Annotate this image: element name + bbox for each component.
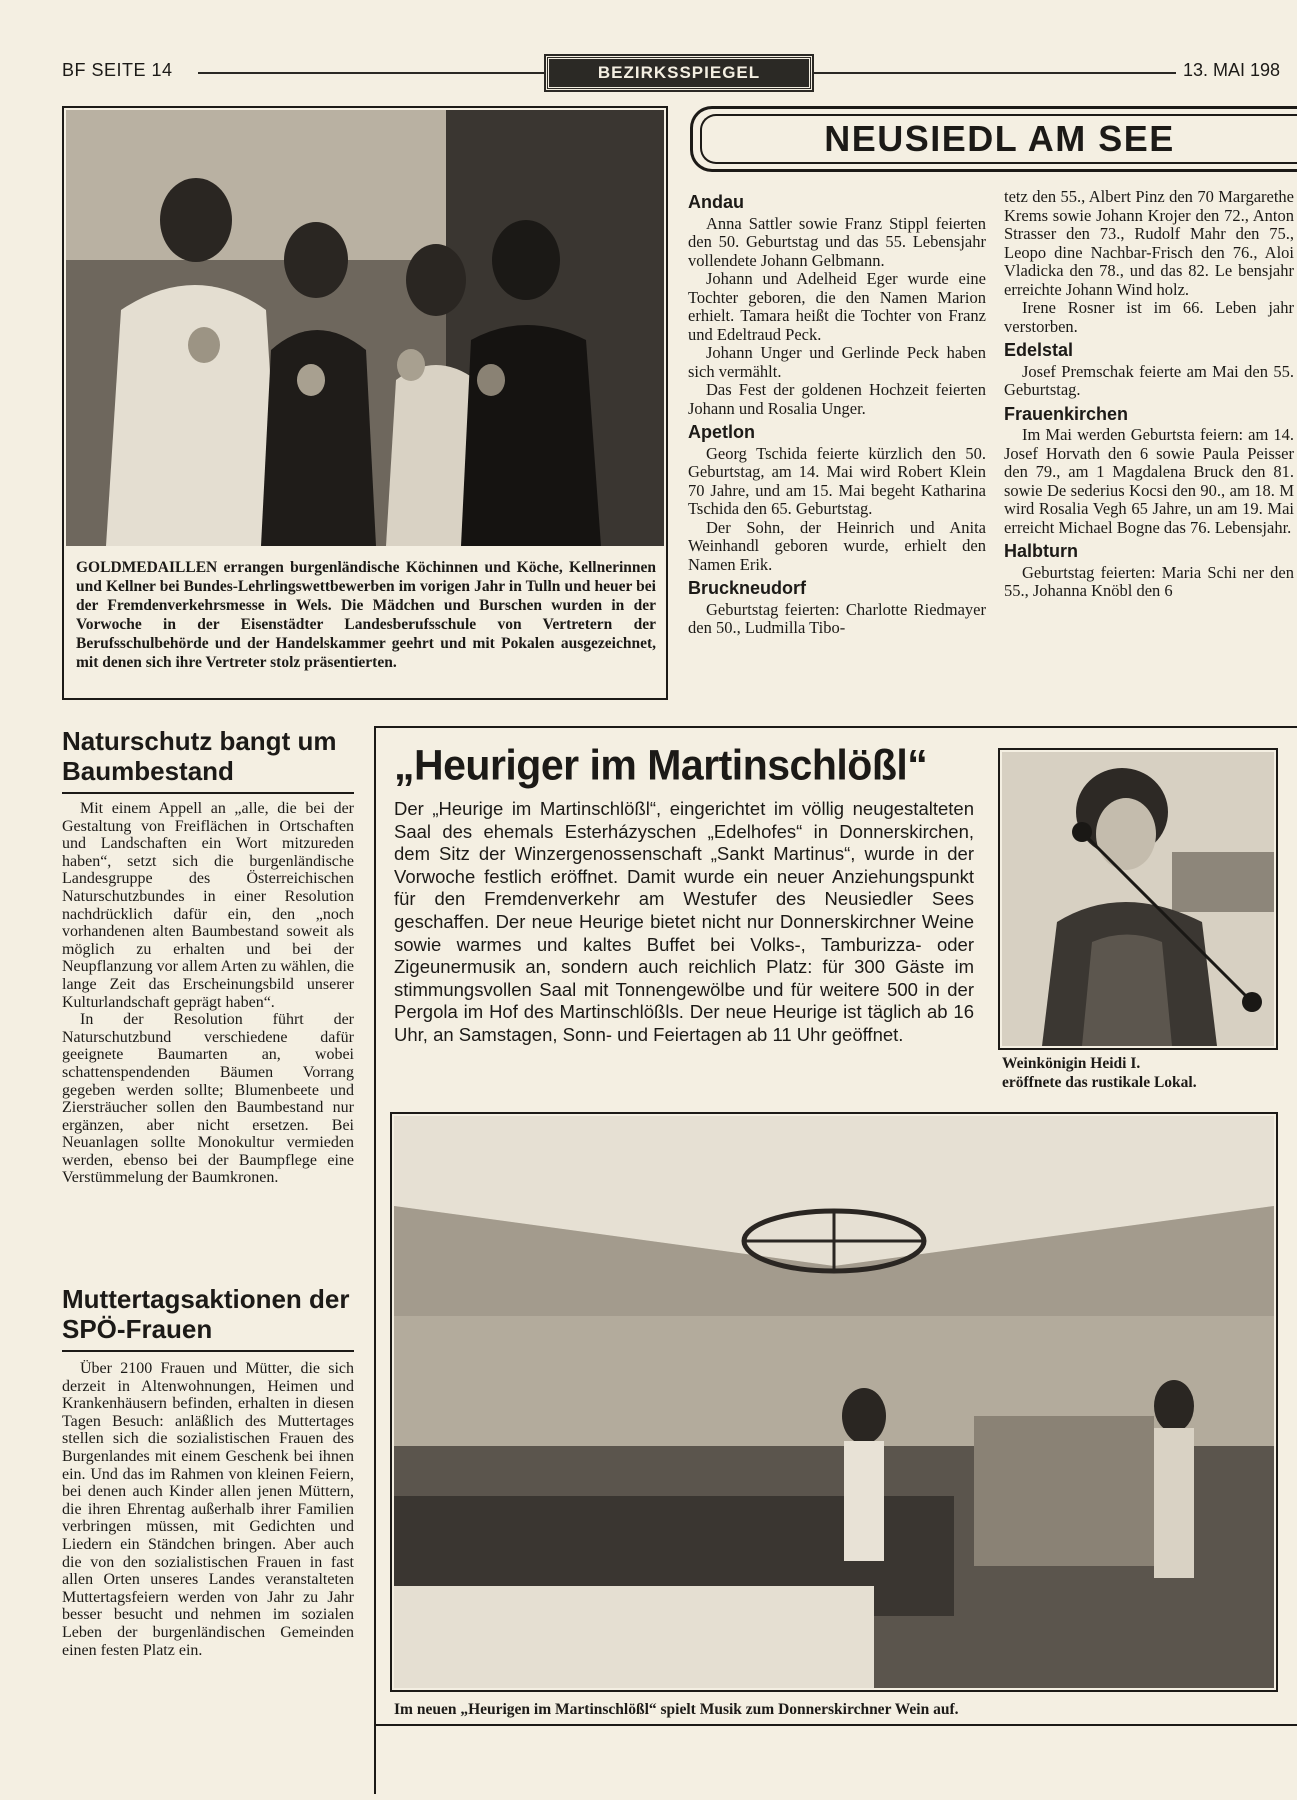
heuriger-headline: „Heuriger im Martinschlößl“ bbox=[394, 740, 928, 790]
town-paragraph: Irene Rosner ist im 66. Leben jahr verstorben. bbox=[1004, 298, 1294, 336]
page-number: BF SEITE 14 bbox=[62, 60, 173, 80]
town-paragraph: Geburtstag feierten: Maria Schi ner den 55., Johanna Knöbl den 6 bbox=[1004, 562, 1294, 600]
town-paragraph: Johann Unger und Gerlinde Peck haben sich vermählt. bbox=[688, 343, 986, 381]
town-paragraph: Anna Sattler sowie Franz Stippl feierten den 50. Geburtstag und das 55. Lebensjahr vollendete Johann Gelbmann. bbox=[688, 213, 986, 270]
award-photo-caption: GOLDMEDAILLEN errangen burgenländische Köchinnen und Köche, Kellnerinnen und Kellner bei Bundes-Lehrlingswettbewerben im vorigen Jahr in Tulln und heuer bei der Fremdenverkehrsmesse in Wels. Die Mädchen und Burschen wurden in der Vorwoche in der Eisenstädter Landesberufsschule von Vertretern der Berufsschulbehörde und der Handelskammer geehrt und mit Pokalen ausgezeichnet, mit denen sich ihre Vertreter stolz präsentierten. bbox=[76, 559, 656, 671]
naturschutz-paragraph: In der Resolution führt der Naturschutzbund verschiedene dafür geeignete Baumarten an, wobei schattenspendenden Bäumen Vorrang gegeben werden sollte; Blumenbeete und Ziersträucher sollen den Baumbestand nur ergänzen, aber nicht ersetzen. Bei Neuanlagen sollte Monokultur vermieden werden, ebenso bei der Baumpflege eine Verstümmelung der Baumkronen. bbox=[62, 1011, 354, 1187]
muttertag-paragraph: Über 2100 Frauen und Mütter, die sich derzeit in Altenwohnungen, Heimen und Krankenhäusern befinden, erhalten in diesen Tagen Besuch: anläßlich des Muttertages stellen sich die sozialistischen Frauen des Burgenlandes mit einem Geschenk bei ihnen ein. Und das im Rahmen von kleinen Feiern, bei denen auch Kinder allen jenen Müttern, die ihren Ehrentag außerhalb ihrer Familien verbringen müssen, mit Gedichten und Liedern ein Ständchen bringen. Aber auch die von den sozialistischen Frauen in fast allen Orten unseres Landes veranstalteten Muttertagsfeiern werden von Jahr zu Jahr besser besucht und nehmen im sozialen Leben der burgenländischen Gemeinden einen festen Platz ein. bbox=[62, 1360, 354, 1659]
town-heading: Andau bbox=[688, 192, 744, 212]
town-paragraph: Georg Tschida feierte kürzlich den 50. Geburtstag, am 14. Mai wird Robert Klein 70 Jahre, und am 15. Mai begeht Katharina Tschida den 65. Geburtstag. bbox=[688, 443, 986, 518]
town-paragraph: Der Sohn, der Heinrich und Anita Weinhandl geboren wurde, erhielt den Namen Erik. bbox=[688, 517, 986, 574]
naturschutz-rule bbox=[62, 792, 354, 794]
issue-date: 13. MAI 198 bbox=[1183, 60, 1281, 80]
heuriger-body: Der „Heurige im Martinschlößl“, eingerichtet im völlig neugestalteten Saal des ehemals Esterházyschen „Edelhofes“ in Donnerskirchen, dem Sitz der Winzergenossenschaft „Sankt Martinus“, wurde in der Vorwoche festlich eröffnet. Damit wurde ein neuer Anziehungspunkt für den Fremdenverkehr am Westufer des Neusiedler Sees geschaffen. Der neue Heurige bietet nicht nur Donnerskirchner Weine sowie warmes und kaltes Buffet bei Volks-, Tamburizza- oder Zigeunermusik an, sondern auch reichlich Platz: für 300 Gäste im stimmungsvollen Saal mit Tonnengewölbe und für weitere 500 in der Pergola im Hof des Martinschlößls. Der neue Heurige ist täglich ab 16 Uhr, an Samstagen, Sonn- und Feiertagen ab 11 Uhr geöffnet. bbox=[394, 798, 974, 1045]
town-heading: Edelstal bbox=[1004, 340, 1074, 360]
muttertag-rule bbox=[62, 1350, 354, 1352]
town-paragraph: Geburtstag feierten: Charlotte Riedmayer den 50., Ludmilla Tibo- bbox=[688, 599, 986, 637]
queen-caption bbox=[1002, 1054, 1292, 1092]
town-paragraph: Im Mai werden Geburtsta feiern: am 14. Josef Horvath den 6 sowie Paula Peisser den 79., am 1 Magdalena Bruck den 81. sowie De sederius Kocsi den 90., am 18. M wird Rosalia Vegh 65 Jahre, un am 19. Mai erreicht Michael Bogne das 76. Lebensjahr. bbox=[1004, 425, 1294, 537]
hall-caption: Im neuen „Heurigen im Martinschlößl“ spielt Musik zum Donnerskirchner Wein auf. bbox=[394, 1701, 959, 1718]
naturschutz-paragraph: Mit einem Appell an „alle, die bei der Gestaltung von Freiflächen in Ortschaften und Landschaften ein Wort mitzureden haben“, setzt sich die burgenländische Landesgruppe des Österreichischen Naturschutzbundes in einer Resolution nachdrücklich dafür ein, den „noch vorhandenen alten Baumbestand soweit als möglich zu erhalten und bei der Neupflanzung vor allem Arten zu wählen, die lange Zeit das Erscheinungsbild unserer Kulturlandschaft geprägt haben“. bbox=[62, 800, 354, 1011]
hall-photo-illustration bbox=[394, 1116, 1274, 1688]
queen-photo bbox=[1002, 752, 1274, 1046]
town-heading: Halbturn bbox=[1004, 541, 1078, 561]
story-bottom-rule bbox=[374, 1724, 1297, 1726]
header-rule-right bbox=[812, 72, 1176, 74]
town-heading: Bruckneudorf bbox=[688, 578, 807, 598]
town-paragraph: Josef Premschak feierte am Mai den 55. Geburtstag. bbox=[1004, 361, 1294, 399]
header-rule-left bbox=[198, 72, 544, 74]
story-divider bbox=[374, 726, 376, 1794]
town-heading: Frauenkirchen bbox=[1004, 403, 1129, 424]
town-paragraph: tetz den 55., Albert Pinz den 70 Margarethe Krems sowie Johann Krojer den 72., Anton Strasser den 73., Rudolf Mahr den 75., Leopo dine Nachbar-Frisch den 76., Aloi Vladicka den 78., und das 82. Le bensjahr erreichte Johann Wind holz. bbox=[1004, 188, 1294, 299]
region-title: NEUSIEDL AM SEE bbox=[700, 114, 1297, 164]
town-heading: Apetlon bbox=[688, 422, 755, 442]
hall-photo bbox=[394, 1116, 1274, 1688]
town-paragraph: Das Fest der goldenen Hochzeit feierten Johann und Rosalia Unger. bbox=[688, 380, 986, 418]
muttertag-headline: Muttertagsaktionen der SPÖ-Frauen bbox=[62, 1284, 350, 1344]
naturschutz-headline: Naturschutz bangt um Baumbestand bbox=[62, 726, 337, 786]
muttertag-body bbox=[62, 1360, 354, 1659]
queen-photo-illustration bbox=[1002, 752, 1274, 1046]
town-paragraph: Johann und Adelheid Eger wurde eine Tochter geboren, die den Namen Marion erhielt. Tamara heißt die Tochter von Franz und Edeltraud Peck. bbox=[688, 269, 986, 344]
story-top-rule bbox=[374, 726, 1297, 728]
award-photo-illustration bbox=[66, 110, 664, 546]
naturschutz-body bbox=[62, 800, 354, 1187]
queen-caption-line: eröffnete das rustikale Lokal. bbox=[1002, 1074, 1197, 1091]
award-photo bbox=[66, 110, 664, 546]
region-column-1 bbox=[688, 188, 986, 638]
queen-caption-line: Weinkönigin Heidi I. bbox=[1002, 1055, 1141, 1072]
section-title: BEZIRKSSPIEGEL bbox=[546, 56, 812, 90]
region-column-2 bbox=[1004, 188, 1294, 601]
